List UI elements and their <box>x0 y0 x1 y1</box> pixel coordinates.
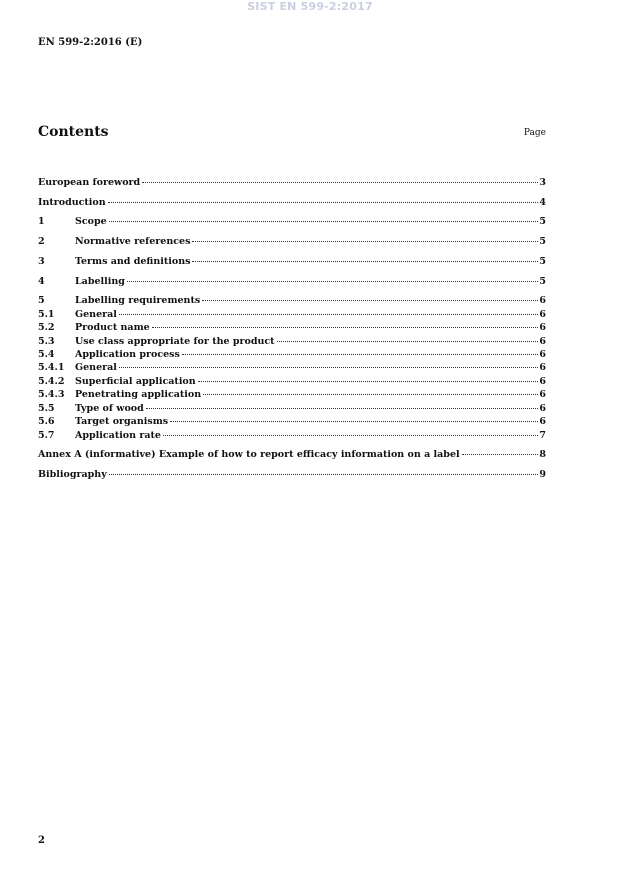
toc-entry-number: 5.3 <box>38 336 55 347</box>
toc-dot-leader <box>163 435 538 436</box>
toc-entry-page: 5 <box>539 216 546 227</box>
document-id: EN 599-2:2016 (E) <box>38 37 143 48</box>
toc-entry-page: 6 <box>539 362 546 373</box>
toc-entry-number: 5.5 <box>38 403 55 414</box>
toc-entry-page: 6 <box>539 322 546 333</box>
toc-entry-number: 5 <box>38 295 45 306</box>
toc-entry[interactable] <box>38 403 546 415</box>
toc-entry[interactable] <box>38 197 546 209</box>
toc-entry-title: General <box>75 309 117 320</box>
toc-entry[interactable] <box>38 362 546 374</box>
toc-entry[interactable] <box>38 336 546 348</box>
watermark: SIST EN 599-2:2017 <box>247 0 373 13</box>
toc-dot-leader <box>119 314 538 315</box>
toc-dot-leader <box>198 381 539 382</box>
toc-entry[interactable] <box>38 349 546 361</box>
toc-entry-number: 4 <box>38 276 45 287</box>
toc-entry-number: 3 <box>38 256 45 267</box>
toc-dot-leader <box>109 474 539 475</box>
toc-entry-page: 6 <box>539 336 546 347</box>
page-number: 2 <box>38 835 45 846</box>
toc-entry-number: 5.7 <box>38 430 55 441</box>
toc-dot-leader <box>170 421 538 422</box>
toc-entry-title: Introduction <box>38 197 106 208</box>
toc-entry[interactable] <box>38 449 546 461</box>
toc-entry-page: 4 <box>539 197 546 208</box>
toc-dot-leader <box>203 394 538 395</box>
toc-entry-title: General <box>75 362 117 373</box>
toc-entry-title: Terms and definitions <box>75 256 191 267</box>
toc-dot-leader <box>152 327 539 328</box>
toc-entry-title: European foreword <box>38 177 141 188</box>
toc-entry-title: Target organisms <box>75 416 169 427</box>
toc-entry[interactable] <box>38 177 546 189</box>
toc-entry-title: Bibliography <box>38 469 107 480</box>
toc-entry-title: Superficial application <box>75 376 196 387</box>
toc-entry-page: 6 <box>539 376 546 387</box>
toc-entry[interactable] <box>38 256 546 268</box>
toc-entry-page: 6 <box>539 416 546 427</box>
toc-entry-number: 5.2 <box>38 322 55 333</box>
toc-dot-leader <box>142 182 538 183</box>
page-column-label: Page <box>523 128 546 138</box>
toc-entry-title: Product name <box>75 322 150 333</box>
toc-entry[interactable] <box>38 376 546 388</box>
toc-dot-leader <box>146 408 539 409</box>
toc-entry-page: 5 <box>539 256 546 267</box>
contents-heading: Contents <box>38 124 109 140</box>
toc-entry-title: Application rate <box>75 430 161 441</box>
toc-entry-number: 5.4.2 <box>38 376 65 387</box>
toc-dot-leader <box>109 221 539 222</box>
toc-entry[interactable] <box>38 295 546 307</box>
toc-entry[interactable] <box>38 276 546 288</box>
toc-entry[interactable] <box>38 389 546 401</box>
toc-entry-number: 5.4.1 <box>38 362 65 373</box>
toc-entry[interactable] <box>38 469 546 481</box>
toc-entry-number: 1 <box>38 216 45 227</box>
toc-entry[interactable] <box>38 309 546 321</box>
toc-entry-number: 5.4.3 <box>38 389 65 400</box>
toc-entry-title: Scope <box>75 216 107 227</box>
toc-dot-leader <box>192 241 538 242</box>
toc-entry[interactable] <box>38 216 546 228</box>
toc-entry-number: 5.4 <box>38 349 55 360</box>
toc-entry-title: Annex A (informative) Example of how to report efficacy information on a label <box>38 449 460 460</box>
toc-entry-title: Normative references <box>75 236 191 247</box>
toc-entry-title: Type of wood <box>75 403 144 414</box>
toc-entry-number: 2 <box>38 236 45 247</box>
toc-dot-leader <box>192 261 538 262</box>
toc-dot-leader <box>182 354 539 355</box>
toc-entry-page: 5 <box>539 276 546 287</box>
toc-entry[interactable] <box>38 416 546 428</box>
toc-entry-page: 6 <box>539 349 546 360</box>
toc-entry-title: Labelling requirements <box>75 295 201 306</box>
toc-dot-leader <box>119 367 538 368</box>
toc-entry-title: Labelling <box>75 276 125 287</box>
toc-entry-title: Penetrating application <box>75 389 202 400</box>
toc-entry-title: Use class appropriate for the product <box>75 336 275 347</box>
toc-entry-number: 5.6 <box>38 416 55 427</box>
toc-entry-page: 7 <box>539 430 546 441</box>
toc-entry-page: 9 <box>539 469 546 480</box>
toc-dot-leader <box>462 454 539 455</box>
toc-dot-leader <box>127 281 538 282</box>
toc-dot-leader <box>277 341 539 342</box>
toc-entry-page: 6 <box>539 309 546 320</box>
toc-entry-page: 5 <box>539 236 546 247</box>
toc-entry-title: Application process <box>75 349 180 360</box>
toc-entry[interactable] <box>38 430 546 442</box>
toc-entry-page: 6 <box>539 389 546 400</box>
toc-entry[interactable] <box>38 236 546 248</box>
toc-entry-page: 6 <box>539 295 546 306</box>
toc-entry-page: 8 <box>539 449 546 460</box>
toc-entry-page: 3 <box>539 177 546 188</box>
toc-dot-leader <box>108 202 539 203</box>
toc-entry-number: 5.1 <box>38 309 55 320</box>
toc-dot-leader <box>202 300 538 301</box>
toc-entry-page: 6 <box>539 403 546 414</box>
toc-entry[interactable] <box>38 322 546 334</box>
